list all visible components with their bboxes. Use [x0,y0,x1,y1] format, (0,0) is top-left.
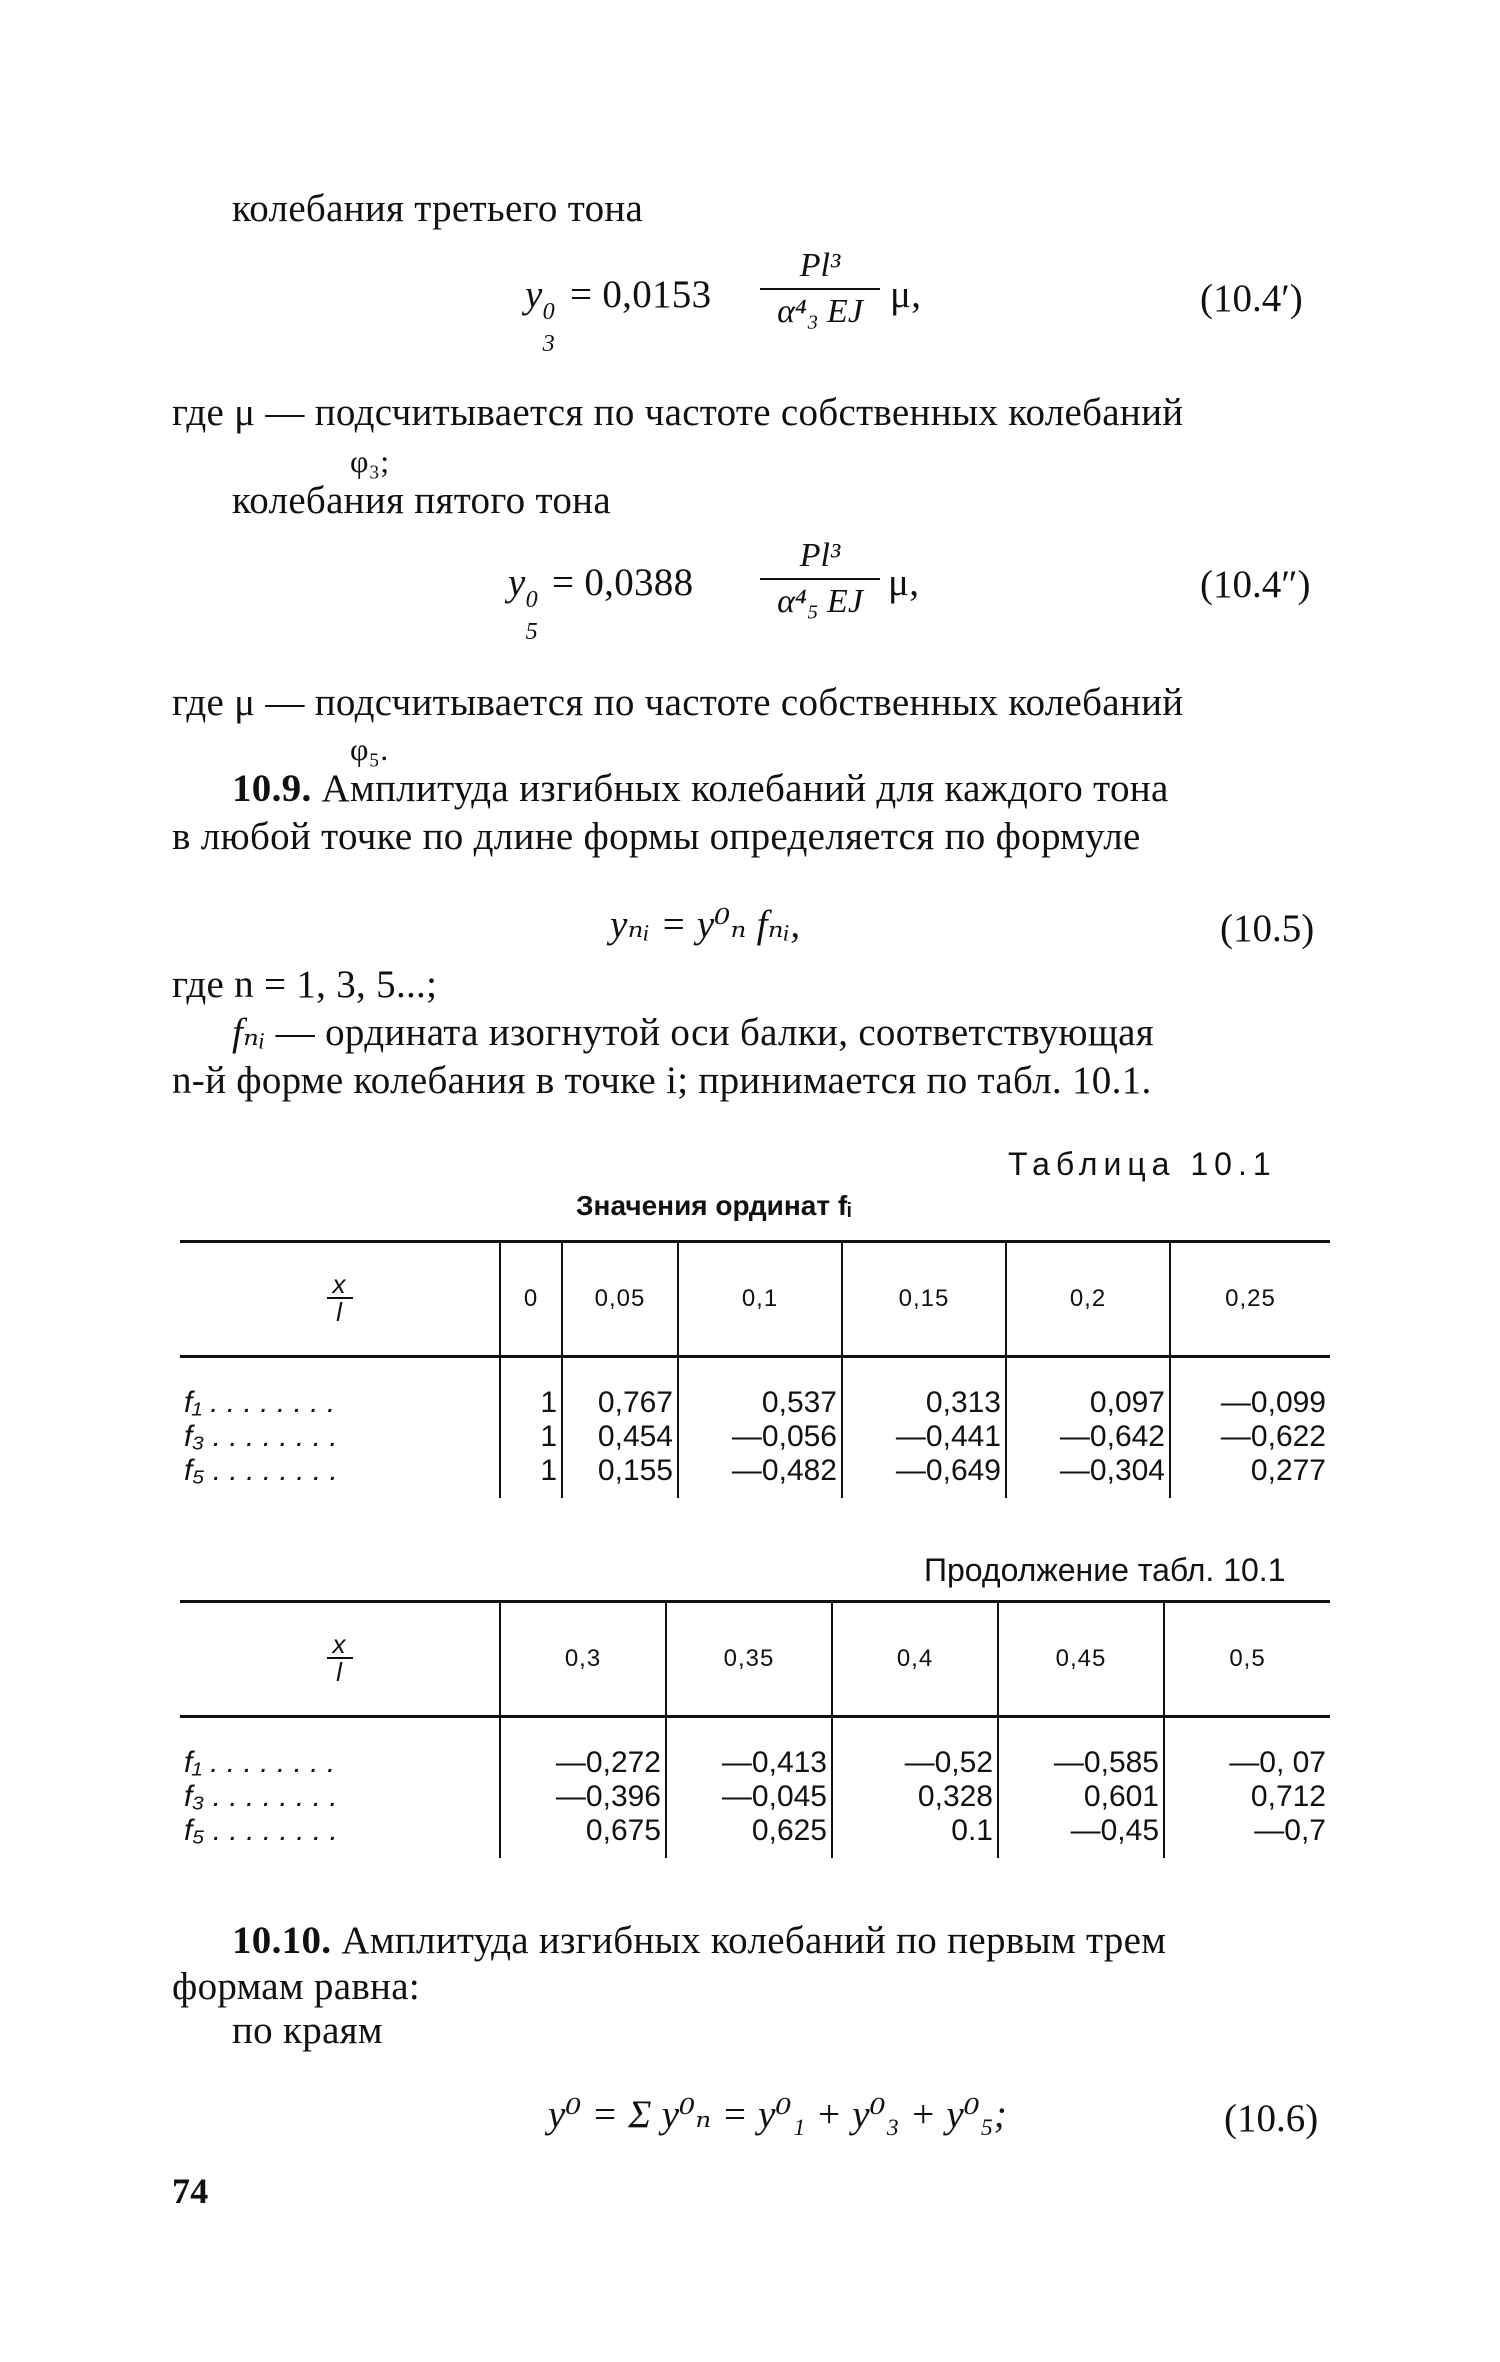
row-label: f₁ . . . . . . . . [184,1386,336,1419]
column-header: 0,45 [998,1603,1164,1717]
row-label: f₁ . . . . . . . . [184,1746,336,1779]
text-line: по краям [232,2009,383,2052]
table-cell: —0,622 [1170,1420,1330,1454]
table-cell: 0.1 [832,1814,998,1858]
equation: yₙᵢ = y⁰ₙ fₙᵢ, [610,903,801,946]
text-line: где μ — подсчитывается по частоте собственных колебаний [172,681,1184,724]
table-cell: 0,155 [562,1454,678,1498]
text-line: φ₃; [350,443,390,479]
table-cell: —0,413 [666,1717,832,1781]
equation-number: (10.6) [1224,2097,1319,2140]
table-10-1-continued [180,1603,1330,1858]
equation-number: (10.5) [1220,907,1315,950]
equation-number: (10.4″) [1200,563,1311,606]
table-row [180,1357,1330,1421]
table-cell: 0,313 [842,1357,1006,1421]
table-cell: —0,7 [1164,1814,1330,1858]
text-line: где μ — подсчитывается по частоте собственных колебаний [172,391,1184,434]
table-cell: —0,52 [832,1717,998,1781]
column-header: 0,4 [832,1603,998,1717]
table-row [180,1454,1330,1498]
text-line: φ₅. [350,731,389,767]
table-cell: —0,649 [842,1454,1006,1498]
text-line: колебания пятого тона [232,479,611,522]
table-cell: 1 [500,1420,562,1454]
table-cell: 1 [500,1454,562,1498]
column-header: 0,05 [562,1243,678,1357]
table-cell: 0,328 [832,1780,998,1814]
column-header-x-over-l: $\frac{x}{l}$ [180,1603,500,1717]
text-line: формам равна: [172,1965,420,2008]
column-header: 0,15 [842,1243,1006,1357]
column-header: 0,25 [1170,1243,1330,1357]
row-label: f₃ . . . . . . . . [184,1420,338,1453]
table-cell: 1 [500,1357,562,1421]
equation-number: (10.4′) [1200,277,1303,320]
table-cell: 0,277 [1170,1454,1330,1498]
equation-coefficient: = 0,0153 [570,273,712,316]
table-cell: —0,482 [678,1454,842,1498]
text-line: fₙᵢ — ордината изогнутой оси балки, соответствующая [232,1011,1155,1054]
table-row [180,1420,1330,1454]
table-cell: —0,056 [678,1420,842,1454]
table-cell: —0,272 [500,1717,666,1781]
page-number: 74 [172,2171,209,2211]
equation-mu: μ, [890,273,922,316]
table-cell: —0,045 [666,1780,832,1814]
table-label: Продолжение табл. 10.1 [924,1552,1286,1588]
table-cell: 0,625 [666,1814,832,1858]
equation-coefficient: = 0,0388 [552,561,694,604]
equation-fraction: $\frac{\text{Pl³}}{\text{α⁴₃ EJ}}$ [760,246,880,332]
table-row [180,1780,1330,1814]
equation: y⁰ = Σ y⁰ₙ = y⁰₁ + y⁰₃ + y⁰₅; [548,2093,1008,2136]
column-header: 0 [500,1243,562,1357]
table-label: Таблица 10.1 [1008,1146,1277,1182]
table-cell: —0,304 [1006,1454,1170,1498]
table-cell: —0,642 [1006,1420,1170,1454]
column-header: 0,3 [500,1603,666,1717]
table-cell: 0,454 [562,1420,678,1454]
table-cell: —0,099 [1170,1357,1330,1421]
table-cell: —0,45 [998,1814,1164,1858]
table-cell: 0,675 [500,1814,666,1858]
text-line: где n = 1, 3, 5...; [172,963,438,1006]
table-row [180,1717,1330,1781]
table-cell: —0, 07 [1164,1717,1330,1781]
row-label: f₅ . . . . . . . . [184,1814,338,1847]
table-title: Значения ординат fᵢ [576,1190,852,1221]
row-label: f₃ . . . . . . . . [184,1780,338,1813]
text-line: n-й форме колебания в точке i; принимается по табл. 10.1. [172,1059,1152,1102]
table-cell: —0,396 [500,1780,666,1814]
paragraph-10-9: 10.9. Амплитуда изгибных колебаний для каждого тона [232,767,1169,810]
table-cell: 0,601 [998,1780,1164,1814]
column-header: 0,1 [678,1243,842,1357]
equation-mu: μ, [888,561,920,604]
equation-lhs: y 0 3 [525,273,556,357]
table-10-1 [180,1243,1330,1498]
table-cell: 0,537 [678,1357,842,1421]
text-line: в любой точке по длине формы определяется по формуле [172,815,1141,858]
row-label: f₅ . . . . . . . . [184,1454,338,1487]
text-line: колебания третьего тона [232,187,644,230]
column-header: 0,35 [666,1603,832,1717]
table-cell: —0,585 [998,1717,1164,1781]
equation-lhs: y 0 5 [508,561,539,645]
column-header: 0,5 [1164,1603,1330,1717]
table-cell: 0,097 [1006,1357,1170,1421]
column-header: 0,2 [1006,1243,1170,1357]
paragraph-10-10: 10.10. Амплитуда изгибных колебаний по первым трем [232,1919,1167,1962]
table-cell: 0,712 [1164,1780,1330,1814]
equation-fraction: $\frac{\text{Pl³}}{\text{α⁴₅ EJ}}$ [760,536,880,622]
table-cell: —0,441 [842,1420,1006,1454]
table-row [180,1814,1330,1858]
column-header-x-over-l: $\frac{x}{l}$ [180,1243,500,1357]
table-cell: 0,767 [562,1357,678,1421]
